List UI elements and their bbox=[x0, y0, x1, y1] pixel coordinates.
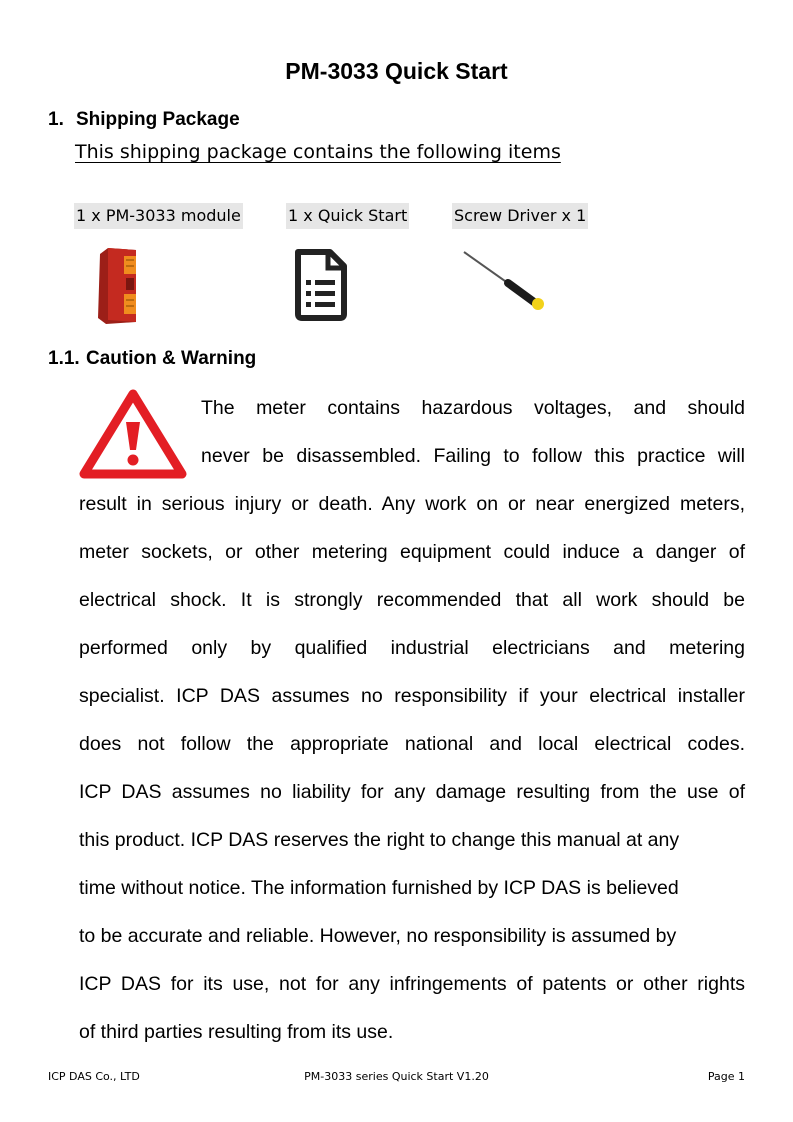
meter-module-icon bbox=[96, 244, 142, 326]
text-line: specialist. ICP DAS assumes no responsibility if your electrical installer bbox=[79, 685, 745, 707]
text-line: does not follow the appropriate national and local electrical codes. bbox=[79, 733, 745, 755]
text-line: never be disassembled. Failing to follow this practice will bbox=[201, 445, 745, 467]
text-line: result in serious injury or death. Any work on or near energized meters, bbox=[79, 493, 745, 515]
text-line: to be accurate and reliable. However, no responsibility is assumed by bbox=[79, 925, 677, 947]
text-line: of third parties resulting from its use. bbox=[79, 1021, 394, 1043]
footer-company: ICP DAS Co., LTD bbox=[48, 1070, 140, 1083]
text-line: ICP DAS for its use, not for any infringements of patents or other rights bbox=[79, 973, 745, 995]
document-icon bbox=[292, 248, 350, 322]
section-1-heading bbox=[48, 109, 240, 131]
section-1-1-heading bbox=[48, 348, 256, 370]
footer-doc-title: PM-3033 series Quick Start V1.20 bbox=[304, 1070, 489, 1083]
package-item-label: 1 x PM-3033 module bbox=[74, 203, 243, 229]
text-line: The meter contains hazardous voltages, and should bbox=[201, 397, 745, 419]
package-item-label: Screw Driver x 1 bbox=[452, 203, 588, 229]
text-line: electrical shock. It is strongly recommended that all work should be bbox=[79, 589, 745, 611]
section-title: Caution & Warning bbox=[86, 348, 257, 369]
text-line: ICP DAS assumes no liability for any damage resulting from the use of bbox=[79, 781, 745, 803]
section-number: 1.1. bbox=[48, 348, 80, 369]
package-intro: This shipping package contains the following items bbox=[75, 141, 561, 163]
section-number: 1. bbox=[48, 109, 64, 130]
screwdriver-icon bbox=[460, 250, 552, 314]
warning-text-body bbox=[79, 480, 745, 1056]
text-line: meter sockets, or other metering equipment could induce a danger of bbox=[79, 541, 745, 563]
warning-triangle-icon bbox=[78, 388, 188, 480]
footer-page-number: Page 1 bbox=[707, 1070, 745, 1083]
document-title: PM-3033 Quick Start bbox=[285, 58, 508, 84]
section-title: Shipping Package bbox=[76, 109, 240, 130]
text-line: performed only by qualified industrial electricians and metering bbox=[79, 637, 745, 659]
package-item-label: 1 x Quick Start bbox=[286, 203, 409, 229]
text-line: this product. ICP DAS reserves the right to change this manual at any bbox=[79, 829, 680, 851]
text-line: time without notice. The information furnished by ICP DAS is believed bbox=[79, 877, 679, 899]
warning-text-top bbox=[201, 384, 745, 480]
